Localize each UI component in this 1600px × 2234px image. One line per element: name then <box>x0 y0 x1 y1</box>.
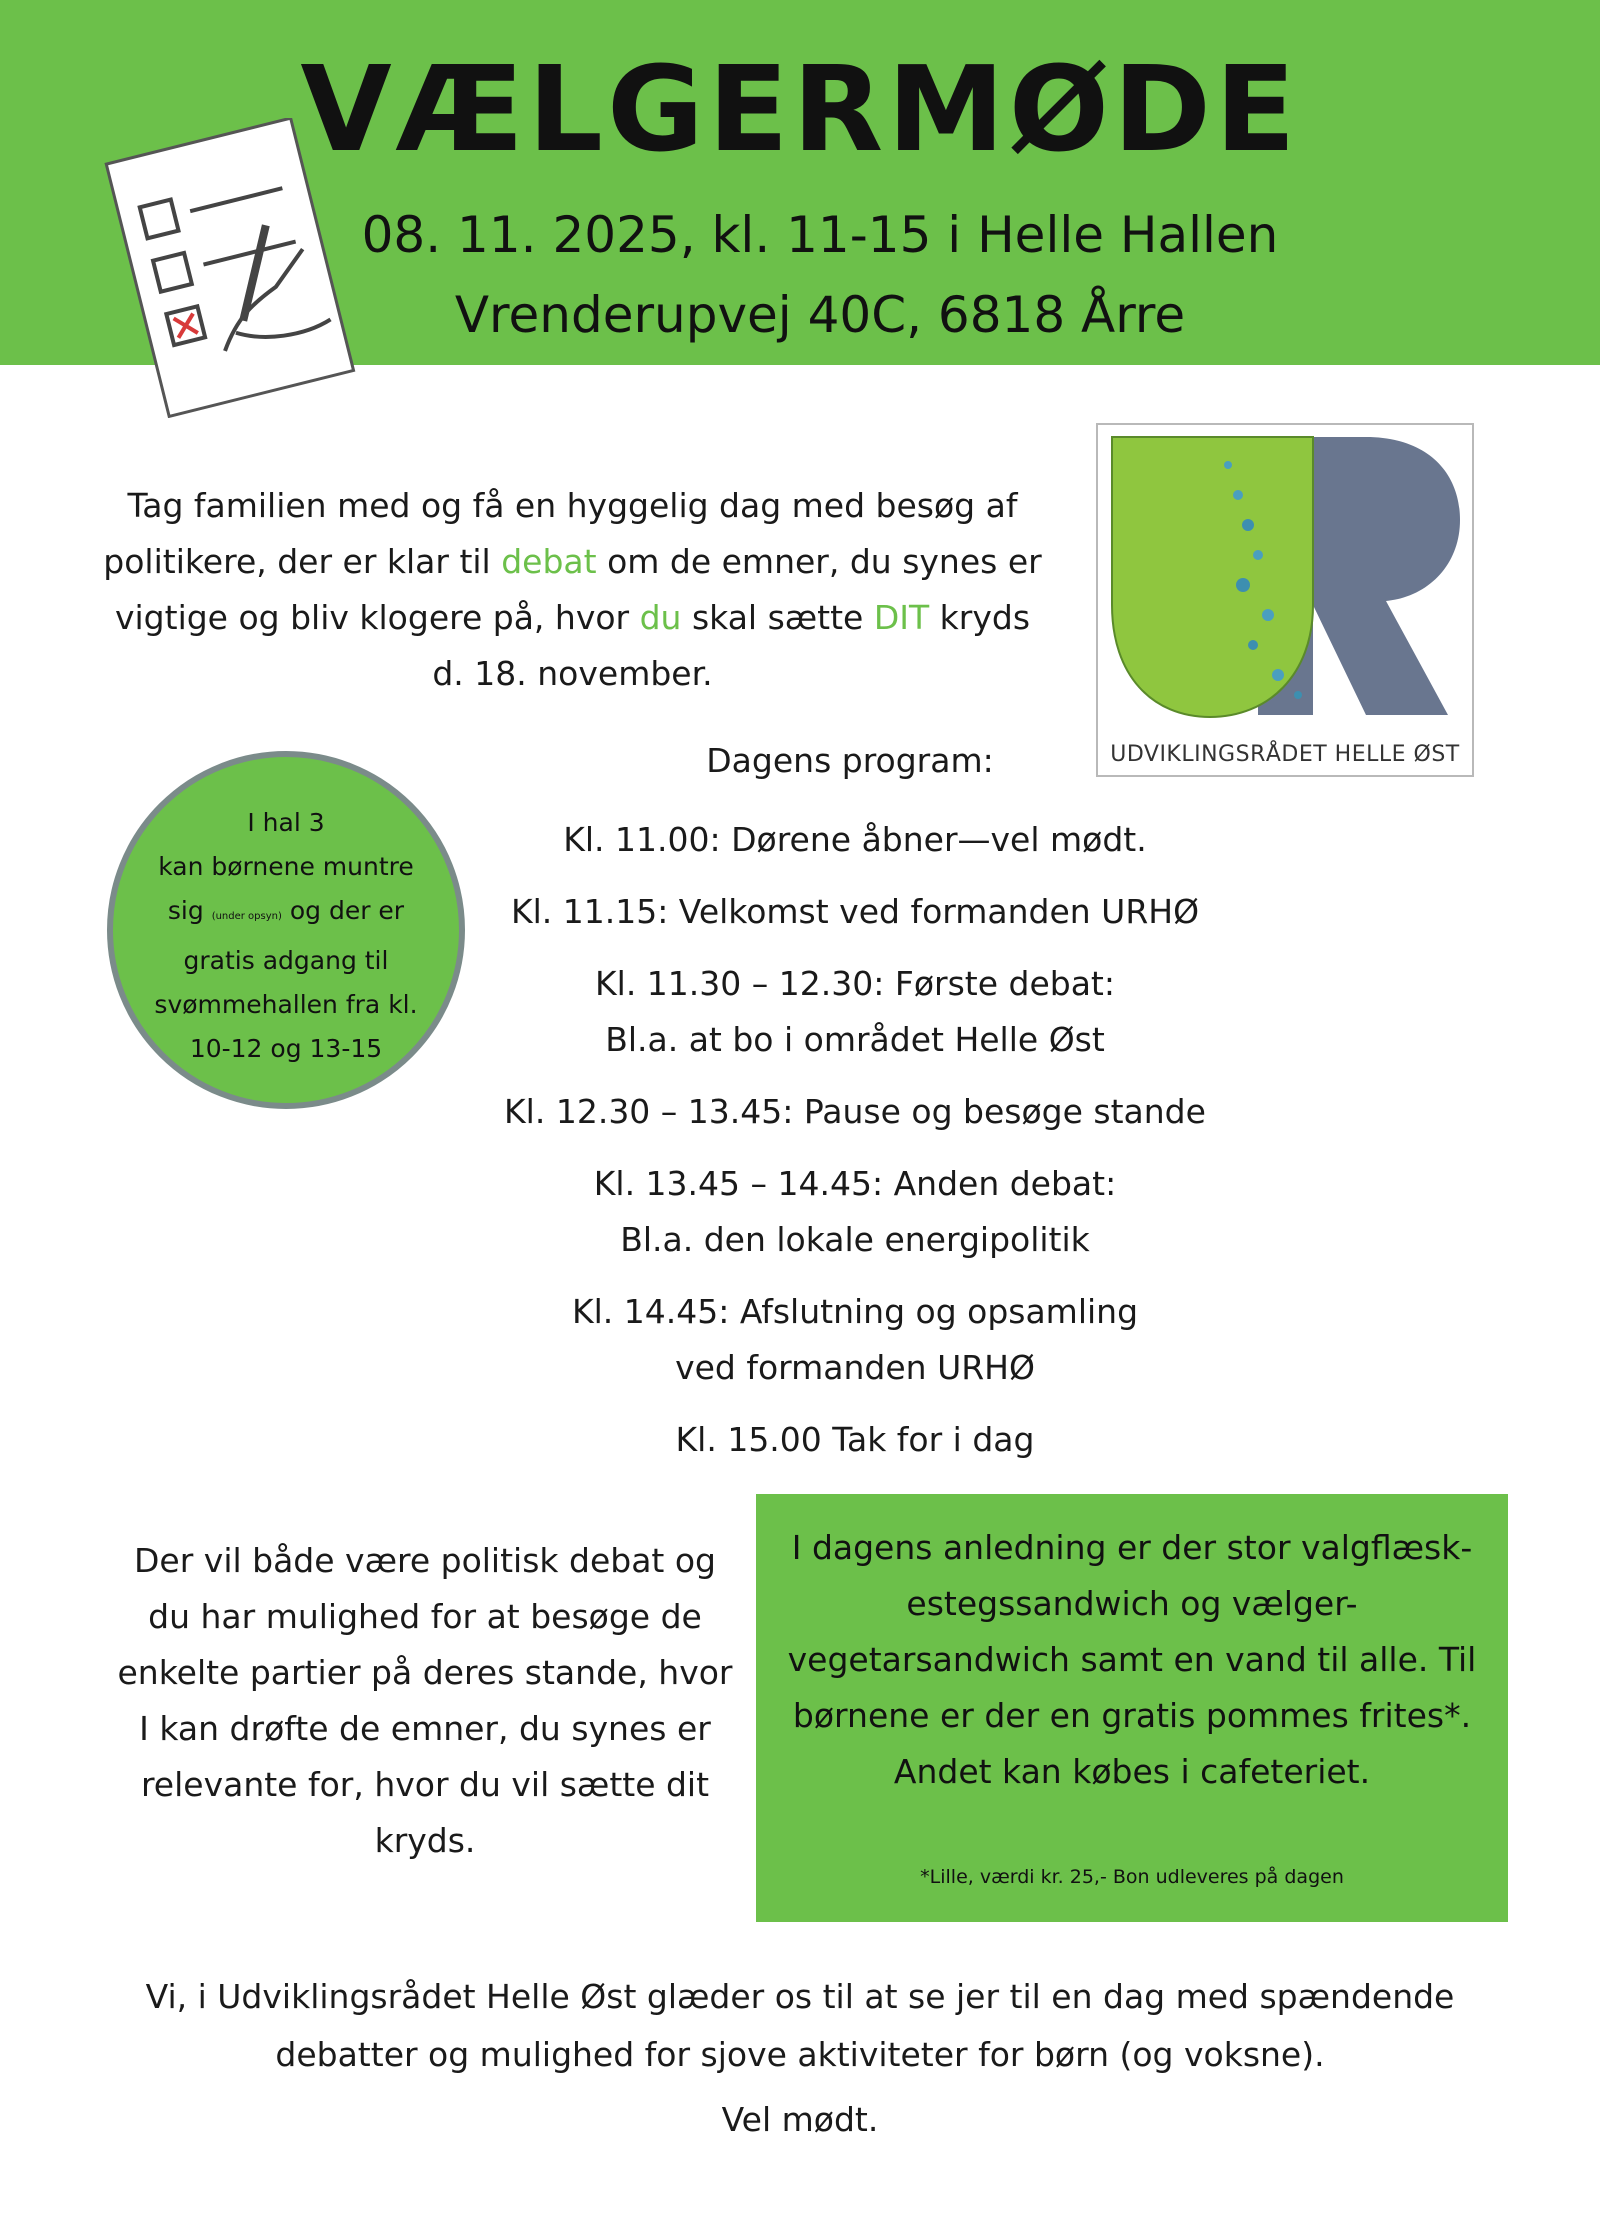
program-item-time: Kl. 11.00: Dørene åbner—vel mødt. <box>563 820 1147 859</box>
program-item-detail: ved formanden URHØ <box>675 1348 1035 1387</box>
event-date-time: 08. 11. 2025, kl. 11-15 i Helle Hallen <box>361 206 1279 264</box>
program-item-time: Kl. 14.45: Afslutning og opsamling <box>571 1292 1139 1331</box>
intro-highlight-debat: debat <box>501 542 597 581</box>
program-item-time: Kl. 11.15: Velkomst ved formanden URHØ <box>510 892 1200 931</box>
program-item-time: Kl. 15.00 Tak for i dag <box>675 1420 1035 1459</box>
program-item <box>455 812 1255 868</box>
page-title: VÆLGERMØDE <box>300 40 1300 178</box>
kids-info-line: kan børnene muntre <box>158 852 414 881</box>
kids-info-line: svømmehallen fra kl. <box>154 990 418 1019</box>
kids-info-line: gratis adgang til <box>183 946 389 975</box>
kids-info-word: sig <box>167 896 204 925</box>
program-item-time: Kl. 11.30 – 12.30: Første debat: <box>595 964 1115 1003</box>
program-list <box>455 812 1255 1484</box>
kids-info-circle <box>107 751 465 1109</box>
ballot-icon <box>95 118 360 418</box>
food-info-footnote: *Lille, værdi kr. 25,- Bon udleveres på dagen <box>920 1866 1344 1888</box>
sign-off: Vel mødt. <box>721 2100 879 2139</box>
program-item-detail: Bl.a. at bo i området Helle Øst <box>605 1020 1105 1059</box>
logo-caption: UDVIKLINGSRÅDET HELLE ØST <box>1110 742 1460 767</box>
kids-info-line: 10-12 og 13-15 <box>189 1034 383 1063</box>
food-info-text: I dagens anledning er der stor valgflæsk-estegssandwich og vælger-vegetarsandwich samt en vand til alle. Til børnene er der en gratis pommes frites*. Andet kan købes i cafeteriet. <box>787 1528 1477 1791</box>
event-address: Vrenderupvej 40C, 6818 Årre <box>454 286 1186 344</box>
program-item <box>455 1284 1255 1396</box>
intro-highlight-dit: DIT <box>873 598 930 637</box>
intro-highlight-du: du <box>639 598 682 637</box>
kids-info-line <box>153 889 419 939</box>
program-item <box>455 1156 1255 1268</box>
program-item-time: Kl. 12.30 – 13.45: Pause og besøge stande <box>504 1092 1206 1131</box>
intro-text: kryds d. 18. november. <box>432 598 1031 693</box>
logo-mark <box>1098 425 1472 725</box>
closing-paragraph: Vi, i Udviklingsrådet Helle Øst glæder os til at se jer til en dag med spændende debatter og mulighed for sjove aktiviteter for børn (og voksne). <box>145 1977 1455 2074</box>
kids-info-word: og der er <box>289 896 405 925</box>
program-item-detail: Bl.a. den lokale energipolitik <box>620 1220 1090 1259</box>
debate-info-paragraph: Der vil både være politisk debat og du har mulighed for at besøge de enkelte partier på deres stande, hvor I kan drøfte de emner, du synes er relevante for, hvor du vil sætte dit kryds. <box>117 1541 733 1860</box>
kids-info-line: I hal 3 <box>247 808 325 837</box>
intro-text: Tag familien med og få en hyggelig dag med besøg af politikere, der er klar til <box>103 486 1018 581</box>
kids-info-text <box>153 801 419 1071</box>
program-item <box>455 956 1255 1068</box>
program-title: Dagens program: <box>706 741 994 780</box>
udviklingsraadet-logo <box>1096 423 1474 777</box>
kids-info-small-note: (under opsyn) <box>211 911 282 922</box>
intro-paragraph <box>100 478 1045 702</box>
intro-text: skal sætte <box>681 598 874 637</box>
program-item <box>455 1084 1255 1140</box>
program-item <box>455 1412 1255 1468</box>
intro-text: om de emner, du synes er vigtige og bliv klogere på, hvor <box>114 542 1042 637</box>
program-item <box>455 884 1255 940</box>
food-info-box <box>756 1494 1508 1922</box>
program-item-time: Kl. 13.45 – 14.45: Anden debat: <box>593 1164 1117 1203</box>
